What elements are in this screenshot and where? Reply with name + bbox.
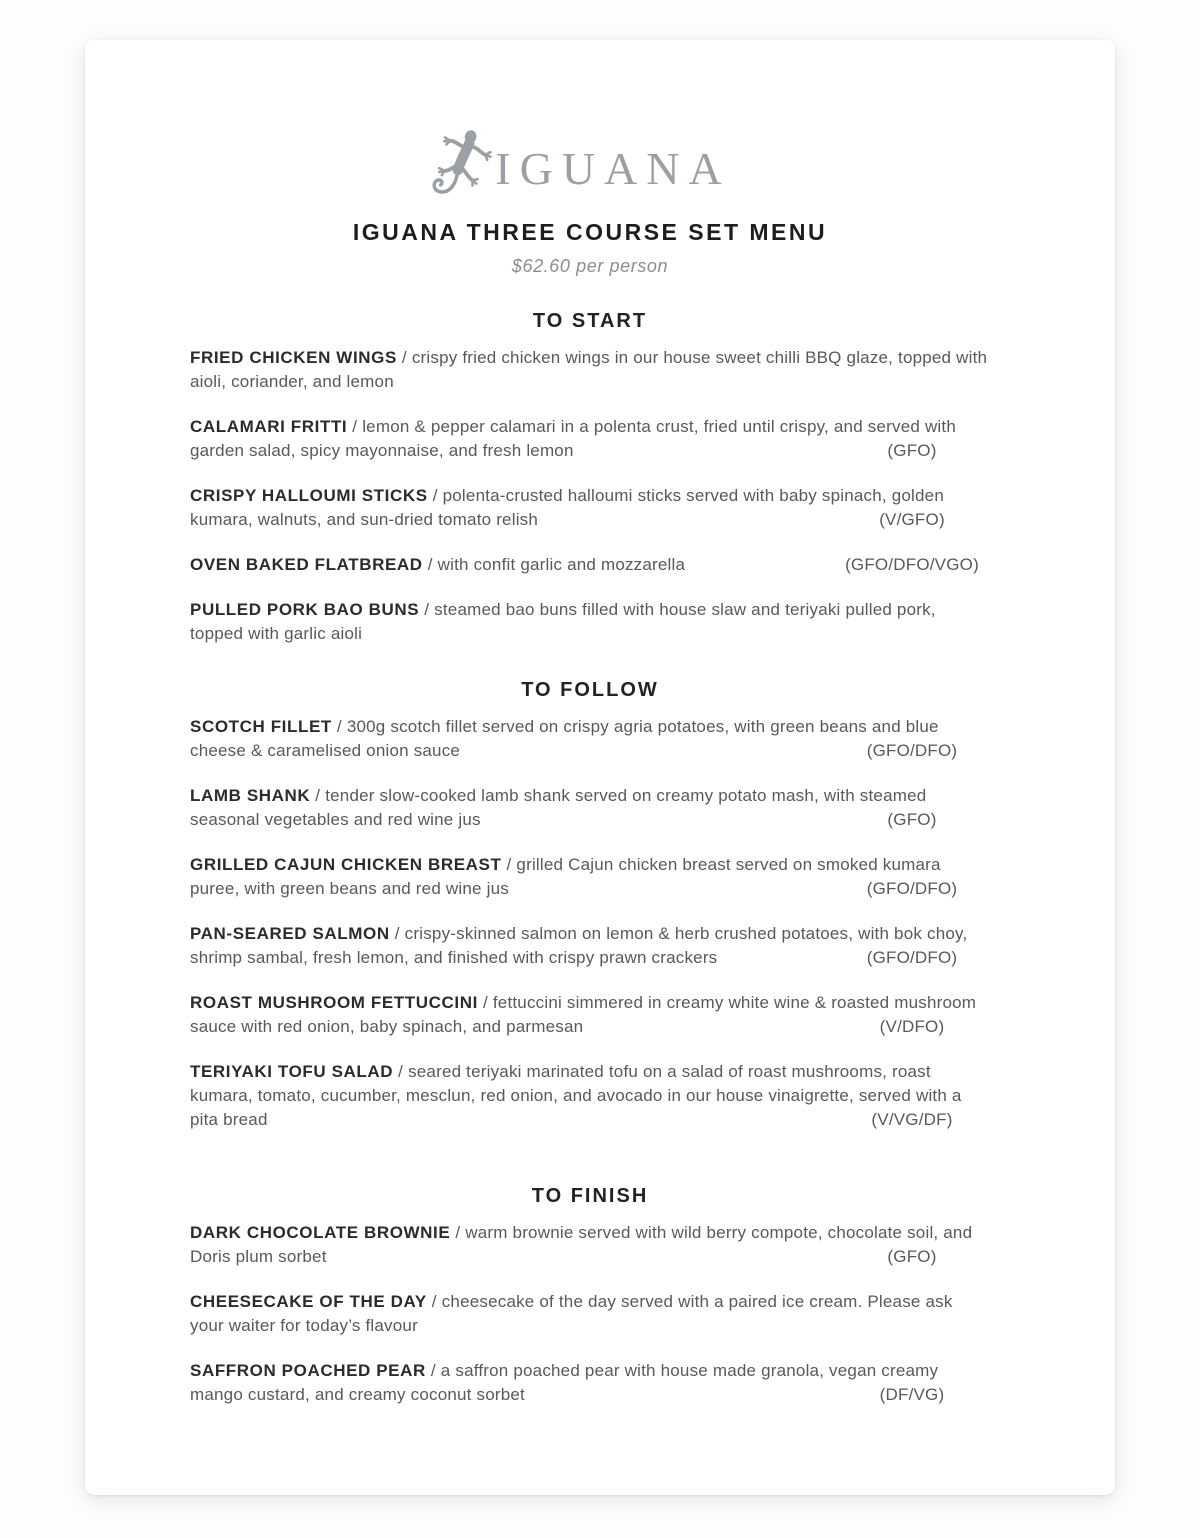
item-description: fettuccini simmered in creamy white wine & roasted mushroom sauce with red onion, baby spinach, and parmesan bbox=[190, 993, 977, 1036]
logo bbox=[170, 128, 990, 210]
menu-item-calamari-fritti bbox=[190, 415, 990, 463]
item-name: CHEESECAKE OF THE DAY bbox=[190, 1292, 427, 1311]
item-name: SCOTCH FILLET bbox=[190, 717, 332, 736]
dietary-tag: (GFO/DFO) bbox=[866, 879, 958, 898]
dietary-tag: (DF/VG) bbox=[879, 1385, 945, 1404]
item-description: tender slow-cooked lamb shank served on creamy potato mash, with steamed seasonal vegetables and red wine jus bbox=[190, 786, 927, 829]
item-description: warm brownie served with wild berry compote, chocolate soil, and Doris plum sorbet bbox=[190, 1223, 973, 1266]
item-description: 300g scotch fillet served on crispy agria potatoes, with green beans and blue cheese & caramelised onion sauce bbox=[190, 717, 939, 760]
item-name: ROAST MUSHROOM FETTUCCINI bbox=[190, 993, 478, 1012]
dietary-tag: (V/VG/DF) bbox=[871, 1110, 953, 1129]
item-description: steamed bao buns filled with house slaw and teriyaki pulled pork, topped with garlic aioli bbox=[190, 600, 936, 643]
menu-item-teriyaki-tofu-salad bbox=[190, 1060, 990, 1132]
item-description: grilled Cajun chicken breast served on smoked kumara puree, with green beans and red wine jus bbox=[190, 855, 941, 898]
item-name: TERIYAKI TOFU SALAD bbox=[190, 1062, 394, 1081]
dietary-tag: (V/DFO) bbox=[879, 1017, 945, 1036]
section-heading: TO FOLLOW bbox=[521, 679, 659, 701]
item-description: a saffron poached pear with house made granola, vegan creamy mango custard, and creamy coconut sorbet bbox=[190, 1361, 939, 1404]
item-name: SAFFRON POACHED PEAR bbox=[190, 1361, 426, 1380]
section-to-follow bbox=[190, 678, 990, 1132]
dietary-tag: (V/GFO) bbox=[879, 510, 945, 529]
item-name: CRISPY HALLOUMI STICKS bbox=[190, 486, 428, 505]
menu-item-crispy-halloumi-sticks bbox=[190, 484, 990, 532]
section-heading: TO FINISH bbox=[531, 1185, 649, 1207]
section-to-start bbox=[190, 309, 990, 646]
item-name: GRILLED CAJUN CHICKEN BREAST bbox=[190, 855, 502, 874]
price-per-person: $62.60 per person bbox=[511, 256, 669, 276]
section-heading: TO START bbox=[532, 310, 648, 332]
menu-item-grilled-cajun-chicken-breast bbox=[190, 853, 990, 901]
item-name: DARK CHOCOLATE BROWNIE bbox=[190, 1223, 451, 1242]
item-name: LAMB SHANK bbox=[190, 786, 311, 805]
dietary-tag: (GFO/DFO/VGO) bbox=[845, 555, 979, 574]
dietary-tag: (GFO/DFO) bbox=[866, 948, 958, 967]
item-separator: / bbox=[398, 1062, 404, 1081]
item-separator: / bbox=[430, 1361, 436, 1380]
menu-page bbox=[85, 40, 1115, 1495]
dietary-tag: (GFO) bbox=[887, 810, 937, 829]
item-separator: / bbox=[315, 786, 321, 805]
item-description: seared teriyaki marinated tofu on a salad of roast mushrooms, roast kumara, tomato, cucumber, mesclun, red onion, and avocado in our house vinaigrette, served with a pita bread bbox=[190, 1062, 962, 1129]
item-separator: / bbox=[401, 348, 407, 367]
item-separator: / bbox=[482, 993, 488, 1012]
dietary-tag: (GFO) bbox=[887, 1247, 937, 1266]
item-separator: / bbox=[432, 486, 438, 505]
item-separator: / bbox=[427, 555, 433, 574]
page-title: IGUANA THREE COURSE SET MENU bbox=[352, 219, 828, 245]
menu-item-scotch-fillet bbox=[190, 715, 990, 763]
item-separator: / bbox=[506, 855, 512, 874]
item-separator: / bbox=[431, 1292, 437, 1311]
menu-item-fried-chicken-wings bbox=[190, 346, 990, 394]
menu-item-pulled-pork-bao-buns bbox=[190, 598, 990, 646]
item-name: CALAMARI FRITTI bbox=[190, 417, 348, 436]
item-description: cheesecake of the day served with a paired ice cream. Please ask your waiter for today’s flavour bbox=[190, 1292, 953, 1335]
menu-item-saffron-poached-pear bbox=[190, 1359, 990, 1407]
item-description: lemon & pepper calamari in a polenta crust, fried until crispy, and served with garden salad, spicy mayonnaise, and fresh lemon bbox=[190, 417, 956, 460]
item-name: OVEN BAKED FLATBREAD bbox=[190, 555, 423, 574]
item-name: FRIED CHICKEN WINGS bbox=[190, 348, 397, 367]
item-description: crispy fried chicken wings in our house sweet chilli BBQ glaze, topped with aioli, coriander, and lemon bbox=[190, 348, 988, 391]
item-description: polenta-crusted halloumi sticks served with baby spinach, golden kumara, walnuts, and sun-dried tomato relish bbox=[190, 486, 944, 529]
menu-item-roast-mushroom-fettuccini bbox=[190, 991, 990, 1039]
menu-item-pan-seared-salmon bbox=[190, 922, 990, 970]
item-name: PAN-SEARED SALMON bbox=[190, 924, 390, 943]
menu-item-cheesecake-of-the-day bbox=[190, 1290, 990, 1338]
item-description: crispy-skinned salmon on lemon & herb crushed potatoes, with bok choy, shrimp sambal, fresh lemon, and finished with crispy prawn crackers bbox=[190, 924, 968, 967]
brand-name: IGUANA bbox=[495, 143, 731, 194]
item-separator: / bbox=[394, 924, 400, 943]
dietary-tag: (GFO) bbox=[887, 441, 937, 460]
gecko-icon bbox=[429, 126, 493, 209]
menu-item-oven-baked-flatbread bbox=[190, 553, 990, 577]
item-separator: / bbox=[424, 600, 430, 619]
item-separator: / bbox=[336, 717, 342, 736]
dietary-tag: (GFO/DFO) bbox=[866, 741, 958, 760]
item-description: with confit garlic and mozzarella bbox=[437, 555, 686, 574]
item-separator: / bbox=[352, 417, 358, 436]
item-name: PULLED PORK BAO BUNS bbox=[190, 600, 420, 619]
section-to-finish bbox=[190, 1184, 990, 1407]
item-separator: / bbox=[455, 1223, 461, 1242]
menu-item-dark-chocolate-brownie bbox=[190, 1221, 990, 1269]
menu-item-lamb-shank bbox=[190, 784, 990, 832]
